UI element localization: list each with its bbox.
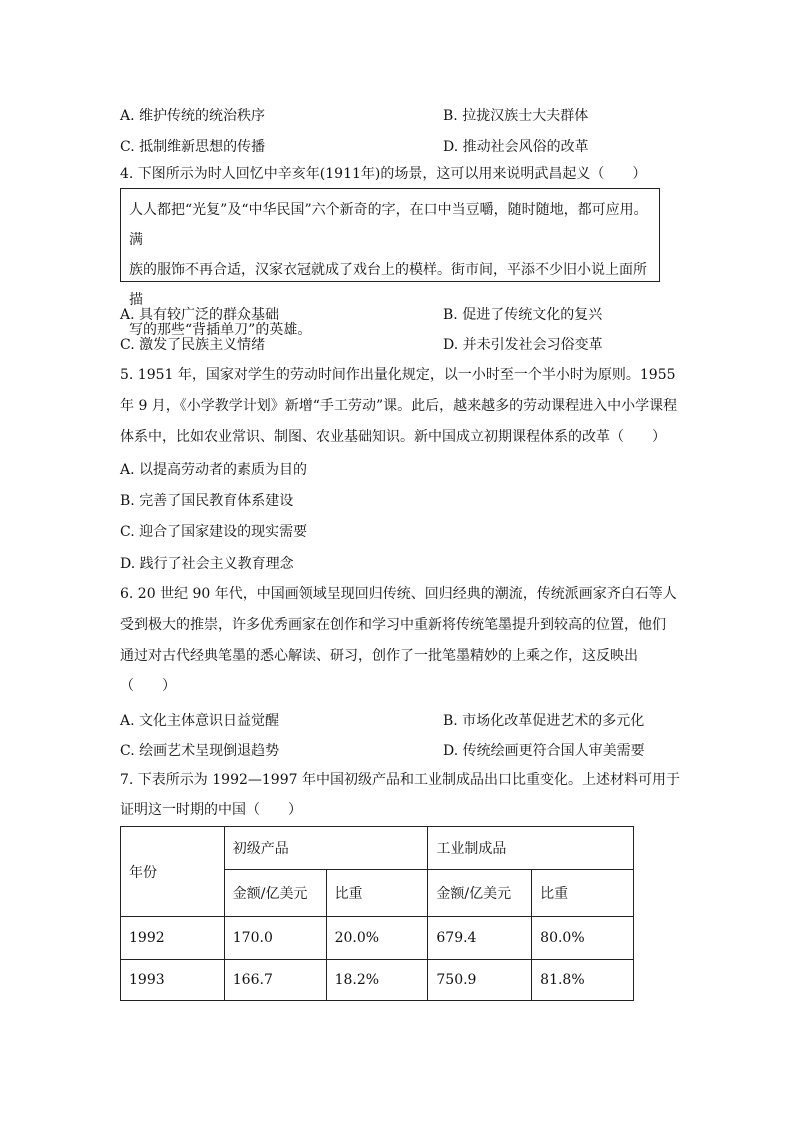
q5-stem-line-2: 年 9 月，《小学教学计划》新增“手工劳动”课。此后，越来越多的劳动课程进入中小学课程 xyxy=(120,398,678,414)
q5-option-a: A. 以提高劳动者的素质为目的 xyxy=(120,462,308,478)
cell-primary-ratio: 20.0% xyxy=(326,917,428,960)
subheader-primary-amount: 金额/亿美元 xyxy=(224,870,326,917)
cell-industrial-ratio: 80.0% xyxy=(532,917,634,960)
cell-industrial-amount: 679.4 xyxy=(428,917,532,960)
cell-primary-ratio: 18.2% xyxy=(326,960,428,1001)
cell-year: 1993 xyxy=(121,960,225,1001)
q7-stem-line-1: 7. 下表所示为 1992—1997 年中国初级产品和工业制成品出口比重变化。上述材料可用于 xyxy=(120,772,680,788)
subheader-primary-ratio: 比重 xyxy=(326,870,428,917)
q4-quote-line-2: 族的服饰不再合适，汉家衣冠就成了戏台上的模样。街市间，平添不少旧小说上面所描 xyxy=(129,262,647,308)
q4-option-d: D. 并未引发社会习俗变革 xyxy=(443,337,603,353)
q4-option-b: B. 促进了传统文化的复兴 xyxy=(443,307,603,323)
q4-option-a: A. 具有较广泛的群众基础 xyxy=(120,307,280,323)
subheader-industrial-amount: 金额/亿美元 xyxy=(428,870,532,917)
q5-option-b: B. 完善了国民教育体系建设 xyxy=(120,493,294,509)
cell-industrial-amount: 750.9 xyxy=(428,960,532,1001)
q5-stem-line-1: 5. 1951 年，国家对学生的劳动时间作出量化规定，以一小时至一个半小时为原则。1955 xyxy=(120,367,676,383)
cell-primary-amount: 170.0 xyxy=(224,917,326,960)
q6-option-d: D. 传统绘画更符合国人审美需要 xyxy=(443,743,645,759)
table-row xyxy=(121,960,634,1001)
q5-stem-line-3: 体系中，比如农业常识、制图、农业基础知识。新中国成立初期课程体系的改革（ ） xyxy=(120,429,666,445)
q5-option-c: C. 迎合了国家建设的现实需要 xyxy=(120,524,308,540)
q5-option-d: D. 践行了社会主义教育理念 xyxy=(120,556,294,572)
q4-stem: 4. 下图所示为时人回忆中辛亥年(1911年)的场景，这可以用来说明武昌起义（ ） xyxy=(120,166,647,182)
q4-quote-line-1: 人人都把“光复”及“中华民国”六个新奇的字，在口中当豆嚼，随时随地，都可应用。满 xyxy=(129,202,648,248)
header-industrial-products: 工业制成品 xyxy=(428,827,634,870)
q3-option-b: B. 拉拢汉族士大夫群体 xyxy=(443,108,589,124)
q6-option-a: A. 文化主体意识日益觉醒 xyxy=(120,713,280,729)
cell-year: 1992 xyxy=(121,917,225,960)
header-primary-products: 初级产品 xyxy=(224,827,428,870)
cell-industrial-ratio: 81.8% xyxy=(532,960,634,1001)
q3-option-d: D. 推动社会风俗的改革 xyxy=(443,139,589,155)
q6-stem-line-1: 6. 20 世纪 90 年代，中国画领域呈现回归传统、回归经典的潮流，传统派画家齐白石等人 xyxy=(120,586,677,602)
q4-option-c: C. 激发了民族主义情绪 xyxy=(120,337,266,353)
q3-option-a: A. 维护传统的统治秩序 xyxy=(120,108,266,124)
table-row xyxy=(121,917,634,960)
cell-primary-amount: 166.7 xyxy=(224,960,326,1001)
q7-stem-line-2: 证明这一时期的中国（ ） xyxy=(120,802,302,818)
q6-stem-line-4: （ ） xyxy=(120,678,176,694)
header-year: 年份 xyxy=(121,827,225,917)
q4-quote-line-3: 写的那些“背插单刀”的英雄。 xyxy=(129,322,312,338)
q6-option-c: C. 绘画艺术呈现倒退趋势 xyxy=(120,743,280,759)
q6-stem-line-3: 通过对古代经典笔墨的悉心解读、研习，创作了一批笔墨精妙的上乘之作，这反映出 xyxy=(120,648,638,664)
export-table xyxy=(120,826,634,1001)
q3-option-c: C. 抵制维新思想的传播 xyxy=(120,139,266,155)
q6-option-b: B. 市场化改革促进艺术的多元化 xyxy=(443,713,645,729)
q6-stem-line-2: 受到极大的推崇，许多优秀画家在创作和学习中重新将传统笔墨提升到较高的位置，他们 xyxy=(120,617,666,633)
subheader-industrial-ratio: 比重 xyxy=(532,870,634,917)
